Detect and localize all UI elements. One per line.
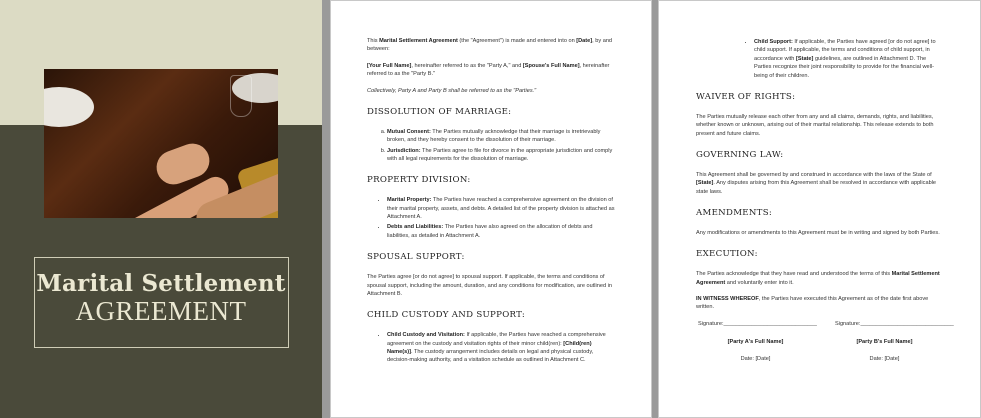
list-item: • Marital Property: The Parties have reached a comprehensive agreement on the division of their marital property, assets, and debts. A detailed list of the property division is attached as Attachment A. [387,196,615,221]
cover-title-line1: Marital Settlement [36,270,286,297]
party-a-name: [Party A's Full Name] [727,339,784,346]
document-page-2 [330,0,652,418]
cover-title-line2: AGREEMENT [75,296,247,326]
custody-heading: CHILD CUSTODY AND SUPPORT: [367,310,526,321]
amendments-paragraph: Any modifications or amendments to this Agreement must be in writing and signed by both Parties. [696,229,940,236]
list-item: • Debts and Liabilities: The Parties have also agreed on the allocation of debts and liabilities, as detailed in Attachment A. [387,223,615,240]
list-item: • Child Custody and Visitation: If applicable, the Parties have reached a comprehensive agreement on the custody and visitation rights of their minor child(ren): [Child(ren) Name(s)]. The custody arrangement includes details on legal and physical custody, decision-making authority, and a visitation schedule as outlined in Attachment C. [387,331,615,365]
signature-party-a [696,320,815,363]
list-item: a. Mutual Consent: The Parties mutually acknowledge that their marriage is irretrievably broken, and they hereby consent to the dissolution of their marriage. [387,128,615,145]
signature-block [696,320,954,363]
list-item: • Child Support: If applicable, the Parties have agreed [or do not agree] to child support. If applicable, the terms and conditions of child support, in accordance with [State] guidelines, are outlined in Attachment D. The Parties recognize their joint responsibility to provide for the financial well-being of their children. [754,38,944,80]
signature-line-b: Signature:______________________________ [834,320,954,327]
signature-party-b [825,320,954,363]
cover-photo-holding-hands [44,69,278,218]
intro-paragraph: This Marital Settlement Agreement (the "Agreement") is made and entered into on [Date], by and between: [367,38,613,53]
governing-law-heading: GOVERNING LAW: [696,150,784,161]
spousal-heading: SPOUSAL SUPPORT: [367,252,465,263]
witness-paragraph: IN WITNESS WHEREOF, the Parties have executed this Agreement as of the date first above written. [696,296,929,311]
custody-list [367,331,615,365]
parties-paragraph: [Your Full Name], hereinafter referred to as the "Party A," and [Spouse's Full Name], hereinafter referred to as the "Party B." [367,62,610,78]
dissolution-list [367,128,615,164]
child-support-list [696,38,944,80]
party-a-date: Date: [Date] [740,355,771,362]
document-page-3 [658,0,981,418]
party-b-name: [Party B's Full Name] [856,339,913,346]
list-item: b. Jurisdiction: The Parties agree to file for divorce in the appropriate jurisdiction and comply with all legal requirements for the dissolution of marriage. [387,147,615,164]
governing-law-paragraph: This Agreement shall be governed by and construed in accordance with the laws of the State of [State]. Any disputes arising from this Agreement shall be resolved in accordance with applicable state laws. [696,171,937,195]
signature-line-a: Signature:______________________________ [698,320,817,327]
execution-paragraph: The Parties acknowledge that they have read and understood the terms of this Marital Settlement Agreement and voluntarily enter into it. [696,271,940,286]
property-heading: PROPERTY DIVISION: [367,175,471,186]
spousal-paragraph: The Parties agree [or do not agree] to spousal support. If applicable, the terms and conditions of spousal support, including the amount, duration, and any conditions for modification, are outlined in Attachment B. [367,274,613,297]
cover-page [0,0,322,418]
property-list [367,196,615,240]
amendments-heading: AMENDMENTS: [696,208,773,219]
party-b-date: Date: [Date] [869,355,900,362]
dissolution-heading: DISSOLUTION OF MARRIAGE: [367,106,512,117]
collective-note: Collectively, Party A and Party B shall be referred to as the "Parties." [367,87,537,94]
waiver-heading: WAIVER OF RIGHTS: [696,91,796,102]
execution-heading: EXECUTION: [696,249,758,260]
waiver-paragraph: The Parties mutually release each other from any and all claims, demands, rights, and liabilities, whether known or unknown, arising out of their marital relationship. This release extends to both present and future claims. [696,113,934,137]
